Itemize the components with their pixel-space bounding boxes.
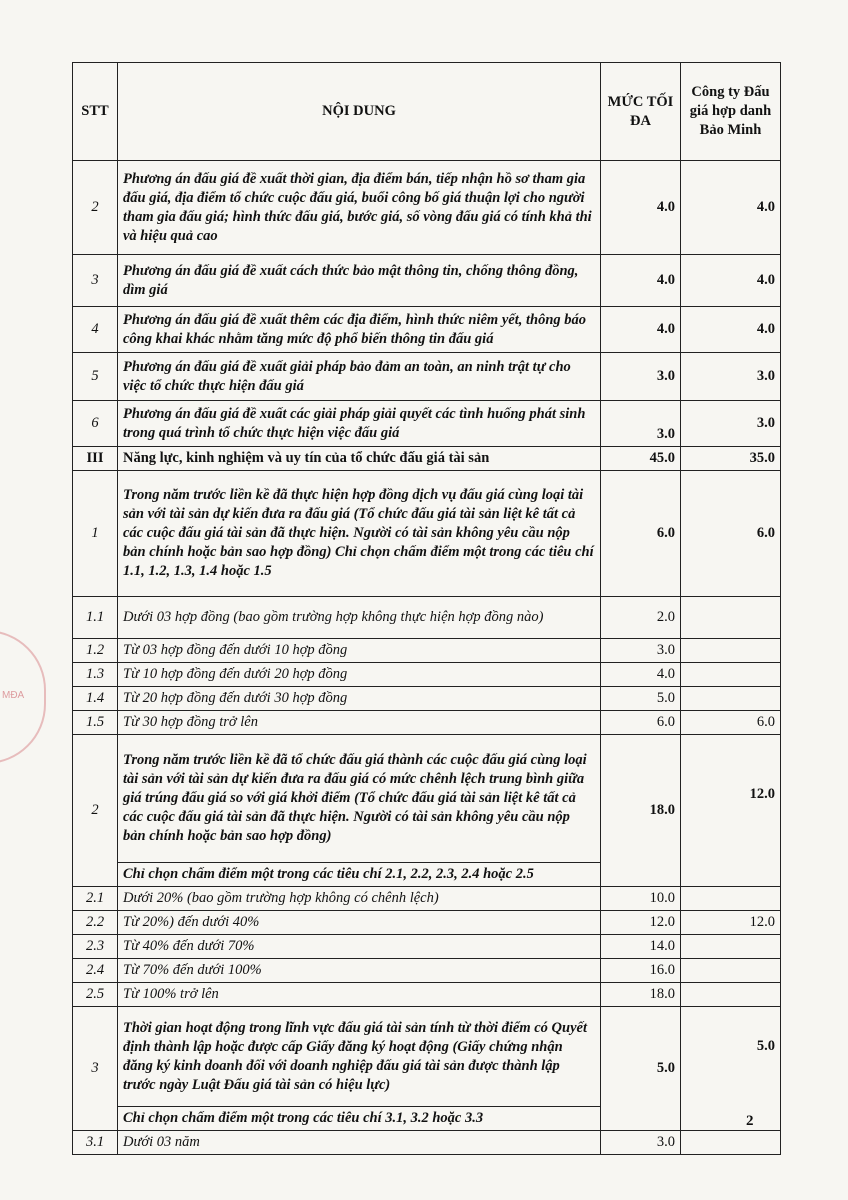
row-content: Phương án đấu giá đề xuất các giải pháp giải quyết các tình huống phát sinh trong quá trình tổ chức thực hiện việc đấu giá: [118, 401, 601, 447]
row-content: Phương án đấu giá đề xuất cách thức bảo mật thông tin, chống thông đồng, dìm giá: [118, 255, 601, 307]
row-max: 6.0: [601, 711, 681, 735]
row-content: Từ 40% đến dưới 70%: [118, 935, 601, 959]
row-content: Trong năm trước liền kề đã tổ chức đấu giá thành các cuộc đấu giá cùng loại tài sản với tài sản dự kiến đưa ra đấu giá có mức chênh lệch trung bình giữa giá trúng đấu giá so với giá khởi điểm (Tổ chức đấu giá tài sản liệt kê tất cả các cuộc đấu giá tài sản đã thực hiện. Người có tài sản không yêu cầu nộp bản chính hoặc bản sao hợp đồng): [118, 735, 601, 863]
section-title: Năng lực, kinh nghiệm và uy tín của tổ chức đấu giá tài sản: [118, 447, 601, 471]
table-row: [73, 307, 781, 353]
row-score: 3.0: [681, 353, 781, 401]
section-max: 45.0: [601, 447, 681, 471]
row-content: Từ 20%) đến dưới 40%: [118, 911, 601, 935]
header-content: NỘI DUNG: [118, 63, 601, 161]
row-max: 3.0: [601, 353, 681, 401]
row-content: Phương án đấu giá đề xuất thêm các địa điểm, hình thức niêm yết, thông báo công khai khác nhằm tăng mức độ phổ biến thông tin đấu giá: [118, 307, 601, 353]
row-stt: 1: [73, 471, 118, 597]
row-stt: 1.3: [73, 663, 118, 687]
row-content: Phương án đấu giá đề xuất thời gian, địa điểm bán, tiếp nhận hồ sơ tham gia đấu giá, địa điểm tổ chức cuộc đấu giá, buổi công bố giá thuận lợi cho người tham gia đấu giá; hình thức đấu giá, bước giá, số vòng đấu giá có tính khả thi và hiệu quả cao: [118, 161, 601, 255]
table-row: [73, 1131, 781, 1155]
row-score: [681, 935, 781, 959]
row-max: 16.0: [601, 959, 681, 983]
scoring-table: [72, 62, 781, 1155]
header-max: MỨC TỐI ĐA: [601, 63, 681, 161]
row-content: Từ 03 hợp đồng đến dưới 10 hợp đồng: [118, 639, 601, 663]
row-max: 4.0: [601, 307, 681, 353]
row-max: 5.0: [601, 1007, 681, 1131]
row-max: 2.0: [601, 597, 681, 639]
stamp-text: MĐA: [2, 690, 25, 701]
row-score: [681, 597, 781, 639]
row-score: [681, 887, 781, 911]
row-content: Dưới 03 hợp đồng (bao gồm trường hợp không thực hiện hợp đồng nào): [118, 597, 601, 639]
table-row: [73, 597, 781, 639]
table-row: [73, 935, 781, 959]
row-score: 3.0: [681, 401, 781, 447]
table-row: [73, 471, 781, 597]
row-stt: 1.2: [73, 639, 118, 663]
row-stt: 3: [73, 1007, 118, 1131]
row-stt: 2.4: [73, 959, 118, 983]
row-content: Từ 100% trở lên: [118, 983, 601, 1007]
row-max: 5.0: [601, 687, 681, 711]
table-row: [73, 161, 781, 255]
section-number: III: [73, 447, 118, 471]
header-stt: STT: [73, 63, 118, 161]
row-content: Từ 10 hợp đồng đến dưới 20 hợp đồng: [118, 663, 601, 687]
row-max: 6.0: [601, 471, 681, 597]
section-score: 35.0: [681, 447, 781, 471]
table-row: [73, 401, 781, 447]
row-stt: 2.5: [73, 983, 118, 1007]
row-content: Từ 20 hợp đồng đến dưới 30 hợp đồng: [118, 687, 601, 711]
row-score: 5.0: [681, 1007, 781, 1131]
row-stt: 3.1: [73, 1131, 118, 1155]
table-row: [73, 255, 781, 307]
row-content: Phương án đấu giá đề xuất giải pháp bảo đảm an toàn, an ninh trật tự cho việc tổ chức thực hiện đấu giá: [118, 353, 601, 401]
row-max: 14.0: [601, 935, 681, 959]
row-score: 4.0: [681, 161, 781, 255]
row-max: 12.0: [601, 911, 681, 935]
table-row: [73, 887, 781, 911]
row-stt: 2.2: [73, 911, 118, 935]
row-max: 4.0: [601, 663, 681, 687]
table-header-row: [73, 63, 781, 161]
row-score: [681, 639, 781, 663]
row-stt: 1.4: [73, 687, 118, 711]
row-score: [681, 687, 781, 711]
row-max: 4.0: [601, 255, 681, 307]
row-content: Thời gian hoạt động trong lĩnh vực đấu giá tài sản tính từ thời điểm có Quyết định thành lập hoặc được cấp Giấy đăng ký hoạt động (Giấy chứng nhận đăng ký kinh doanh đối với doanh nghiệp đấu giá tài sản được thành lập trước ngày Luật Đấu giá tài sản có hiệu lực): [118, 1007, 601, 1107]
row-note: Chỉ chọn chấm điểm một trong các tiêu chí 3.1, 3.2 hoặc 3.3: [118, 1107, 601, 1131]
row-content: Dưới 03 năm: [118, 1131, 601, 1155]
header-company: Công ty Đấu giá hợp danh Bảo Minh: [681, 63, 781, 161]
section-row: [73, 447, 781, 471]
row-score: 4.0: [681, 255, 781, 307]
row-content: Từ 70% đến dưới 100%: [118, 959, 601, 983]
table-row: [73, 663, 781, 687]
table-row: [73, 735, 781, 863]
table-row: [73, 983, 781, 1007]
row-score: 6.0: [681, 711, 781, 735]
table-row: [73, 911, 781, 935]
row-score: 12.0: [681, 911, 781, 935]
table-row: [73, 959, 781, 983]
table-row: [73, 353, 781, 401]
row-stt: 1.5: [73, 711, 118, 735]
row-score: [681, 983, 781, 1007]
row-max: 10.0: [601, 887, 681, 911]
row-content: Trong năm trước liền kề đã thực hiện hợp đồng dịch vụ đấu giá cùng loại tài sản với tài sản dự kiến đưa ra đấu giá (Tổ chức đấu giá tài sản liệt kê tất cả các cuộc đấu giá tài sản đã thực hiện. Người có tài sản không yêu cầu nộp bản chính hoặc bản sao hợp đồng) Chỉ chọn chấm điểm một trong các tiêu chí 1.1, 1.2, 1.3, 1.4 hoặc 1.5: [118, 471, 601, 597]
row-content: Từ 30 hợp đồng trở lên: [118, 711, 601, 735]
row-max: 18.0: [601, 983, 681, 1007]
page-number: 2: [746, 1113, 754, 1129]
table-row: [73, 687, 781, 711]
row-note: Chỉ chọn chấm điểm một trong các tiêu chí 2.1, 2.2, 2.3, 2.4 hoặc 2.5: [118, 863, 601, 887]
row-max: 4.0: [601, 161, 681, 255]
row-stt: 2: [73, 735, 118, 887]
row-max: 3.0: [601, 1131, 681, 1155]
row-max: 18.0: [601, 735, 681, 887]
table-row: [73, 1007, 781, 1107]
row-content: Dưới 20% (bao gồm trường hợp không có chênh lệch): [118, 887, 601, 911]
row-stt: 6: [73, 401, 118, 447]
row-max: 3.0: [601, 401, 681, 447]
row-stt: 3: [73, 255, 118, 307]
row-stt: 5: [73, 353, 118, 401]
row-stt: 2.3: [73, 935, 118, 959]
row-stt: 2: [73, 161, 118, 255]
row-score: 4.0: [681, 307, 781, 353]
row-score: [681, 959, 781, 983]
row-stt: 1.1: [73, 597, 118, 639]
row-stt: 4: [73, 307, 118, 353]
row-score: 12.0: [681, 735, 781, 887]
row-stt: 2.1: [73, 887, 118, 911]
table-row: [73, 639, 781, 663]
row-score: [681, 663, 781, 687]
row-score: 6.0: [681, 471, 781, 597]
table-row: [73, 711, 781, 735]
row-score: [681, 1131, 781, 1155]
row-max: 3.0: [601, 639, 681, 663]
red-seal-stamp: [0, 630, 46, 764]
